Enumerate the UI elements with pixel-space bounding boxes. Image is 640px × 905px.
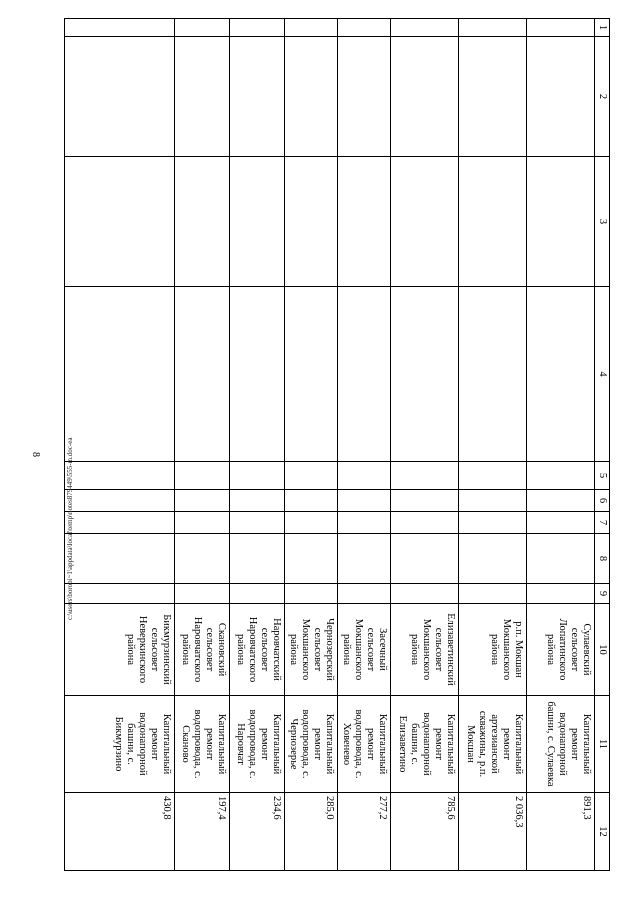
cell xyxy=(65,462,175,490)
work-description-cell: Капитальный ремонт водопровода, с. Сканово xyxy=(175,696,230,793)
cell xyxy=(65,157,175,287)
column-header-1: 1 xyxy=(595,19,610,37)
table-frame xyxy=(90,18,610,870)
municipality-cell: Елизаветинский сельсовет Мокшанского района xyxy=(391,604,459,696)
cell xyxy=(391,287,459,462)
cell xyxy=(175,157,230,287)
file-path-footer: c:\users\borobi~1\appdata\local\temp\notes879449\555-m.doc-ea xyxy=(66,437,74,620)
column-header-7: 7 xyxy=(595,512,610,534)
cell xyxy=(459,534,527,584)
cell xyxy=(175,19,230,37)
cell xyxy=(230,584,285,604)
cell xyxy=(527,512,595,534)
amount-cell: 285,0 xyxy=(285,793,338,871)
cell xyxy=(391,490,459,512)
cell xyxy=(285,512,338,534)
amount-cell: 2 036,3 xyxy=(459,793,527,871)
cell xyxy=(175,534,230,584)
municipality-cell: Чернозерский сельсовет Мокшанского района xyxy=(285,604,338,696)
cell xyxy=(285,19,338,37)
cell xyxy=(459,490,527,512)
cell xyxy=(527,534,595,584)
cell xyxy=(391,37,459,157)
cell xyxy=(230,37,285,157)
table-row xyxy=(285,19,338,871)
table-row xyxy=(230,19,285,871)
municipality-cell: Наровчатский сельсовет Наровчатского района xyxy=(230,604,285,696)
cell xyxy=(285,584,338,604)
cell xyxy=(527,462,595,490)
cell xyxy=(527,37,595,157)
cell xyxy=(391,19,459,37)
table-row xyxy=(338,19,391,871)
cell xyxy=(459,584,527,604)
table-row xyxy=(459,19,527,871)
cell xyxy=(285,534,338,584)
cell xyxy=(175,287,230,462)
cell xyxy=(391,512,459,534)
cell xyxy=(338,490,391,512)
cell xyxy=(338,19,391,37)
column-header-2: 2 xyxy=(595,37,610,157)
cell xyxy=(285,157,338,287)
municipality-cell: Сулаевский сельсовет Лопатинского района xyxy=(527,604,595,696)
cell xyxy=(230,287,285,462)
table-row xyxy=(65,19,175,871)
cell xyxy=(459,462,527,490)
municipality-cell: р.п. Мокшан Мокшанского района xyxy=(459,604,527,696)
cell xyxy=(459,19,527,37)
cell xyxy=(459,512,527,534)
column-header-6: 6 xyxy=(595,490,610,512)
column-header-4: 4 xyxy=(595,287,610,462)
cell xyxy=(285,287,338,462)
cell xyxy=(391,157,459,287)
cell xyxy=(338,462,391,490)
municipality-cell: Скановский сельсовет Наровчатского района xyxy=(175,604,230,696)
cell xyxy=(230,490,285,512)
municipality-cell: Бикмурзинский сельсовет Неверкинского района xyxy=(65,604,175,696)
cell xyxy=(65,490,175,512)
column-header-5: 5 xyxy=(595,462,610,490)
cell xyxy=(459,157,527,287)
column-header-8: 8 xyxy=(595,534,610,584)
cell xyxy=(175,37,230,157)
cell xyxy=(175,462,230,490)
work-description-cell: Капитальный ремонт водопровода, с. Чернозерье xyxy=(285,696,338,793)
cell xyxy=(175,490,230,512)
header-row xyxy=(595,19,610,871)
amount-cell: 234,6 xyxy=(230,793,285,871)
cell xyxy=(175,584,230,604)
cell xyxy=(65,584,175,604)
column-header-11: 11 xyxy=(595,696,610,793)
cell xyxy=(459,37,527,157)
work-description-cell: Капитальный ремонт артезианской скважины, р.п. Мокшан xyxy=(459,696,527,793)
cell xyxy=(65,287,175,462)
amount-cell: 430,8 xyxy=(65,793,175,871)
amount-cell: 277,2 xyxy=(338,793,391,871)
cell xyxy=(285,37,338,157)
cell xyxy=(230,462,285,490)
cell xyxy=(338,534,391,584)
cell xyxy=(391,584,459,604)
work-description-cell: Капитальный ремонт водопровода, с. Наровчат xyxy=(230,696,285,793)
work-description-cell: Капитальный ремонт водонапорной башни, с. Елизаветино xyxy=(391,696,459,793)
column-header-10: 10 xyxy=(595,604,610,696)
cell xyxy=(285,490,338,512)
cell xyxy=(527,490,595,512)
cell xyxy=(527,584,595,604)
column-header-3: 3 xyxy=(595,157,610,287)
cell xyxy=(65,534,175,584)
cell xyxy=(391,462,459,490)
table-row xyxy=(391,19,459,871)
amount-cell: 197,4 xyxy=(175,793,230,871)
amount-cell: 785,6 xyxy=(391,793,459,871)
cell xyxy=(459,287,527,462)
cell xyxy=(391,534,459,584)
table-row xyxy=(527,19,595,871)
cell xyxy=(338,157,391,287)
page-number: 8 xyxy=(30,452,41,457)
work-description-cell: Капитальный ремонт водопровода, с. Ховенево xyxy=(338,696,391,793)
municipality-cell: Засечный сельсовет Мокшанского района xyxy=(338,604,391,696)
table-row xyxy=(175,19,230,871)
cell xyxy=(230,19,285,37)
cell xyxy=(338,287,391,462)
amount-cell: 891,3 xyxy=(527,793,595,871)
data-table xyxy=(64,18,610,871)
cell xyxy=(65,512,175,534)
cell xyxy=(230,157,285,287)
cell xyxy=(527,19,595,37)
cell xyxy=(230,534,285,584)
work-description-cell: Капитальный ремонт водонапорной башни, с. Сулаевка xyxy=(527,696,595,793)
cell xyxy=(527,287,595,462)
cell xyxy=(338,512,391,534)
cell xyxy=(230,512,285,534)
cell xyxy=(338,584,391,604)
cell xyxy=(527,157,595,287)
column-header-9: 9 xyxy=(595,584,610,604)
cell xyxy=(175,512,230,534)
cell xyxy=(338,37,391,157)
cell xyxy=(285,462,338,490)
cell xyxy=(65,37,175,157)
column-header-12: 12 xyxy=(595,793,610,871)
cell xyxy=(65,19,175,37)
work-description-cell: Капитальный ремонт водонапорной башни, с. Бикмурзино xyxy=(65,696,175,793)
